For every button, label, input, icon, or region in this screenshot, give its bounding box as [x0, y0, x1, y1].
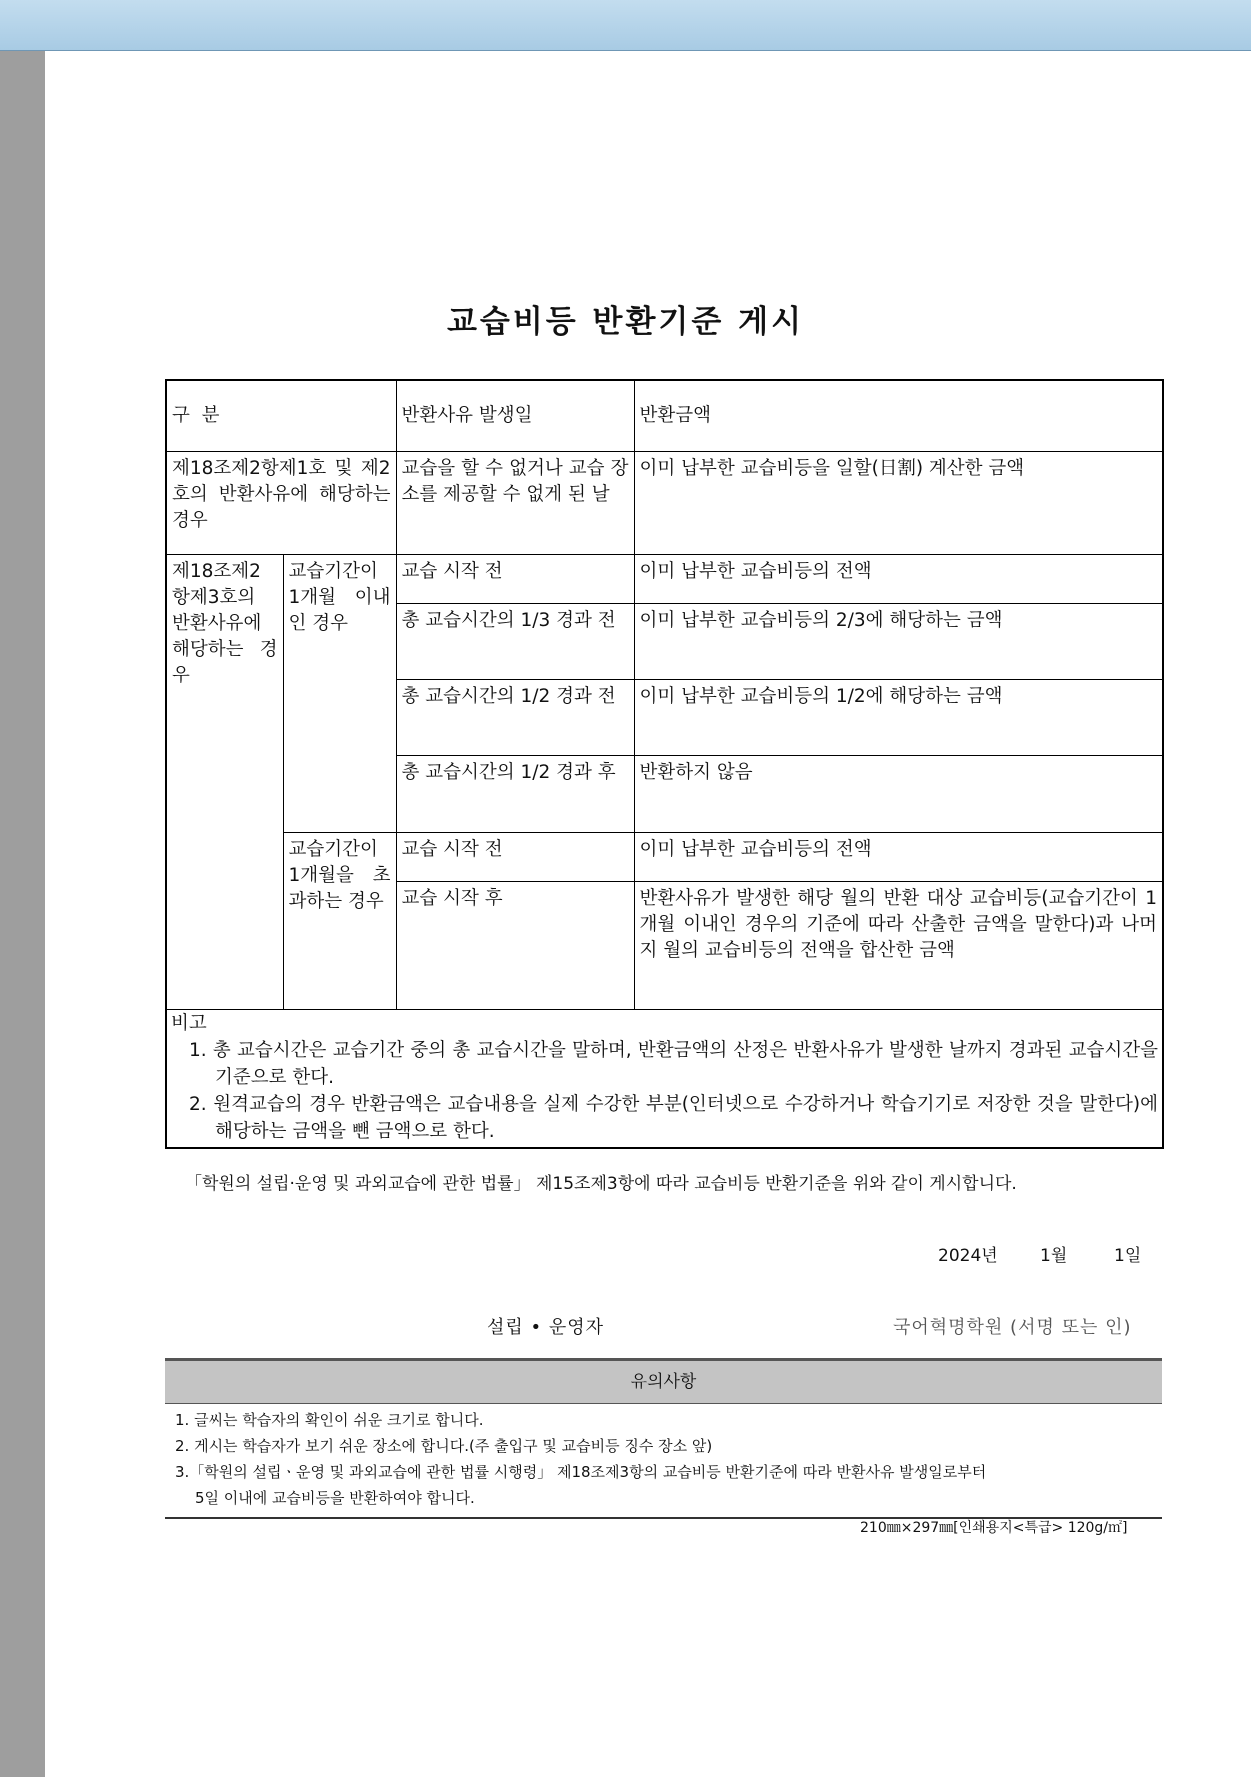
row1-amount: 이미 납부한 교습비등을 일할(日割) 계산한 금액 — [634, 452, 1163, 555]
note-item-2: 2. 원격교습의 경우 반환금액은 교습내용을 실제 수강한 부분(인터넷으로 수강하거나 학습기기로 저장한 것을 말한다)에 해당하는 금액을 뺀 금액으로 한다. — [189, 1094, 1159, 1142]
notes-row — [166, 1010, 1163, 1149]
row1-category: 제18조제2항제1호 및 제2호의 반환사유에 해당하는 경우 — [166, 452, 396, 555]
signature-label: 설립 • 운영자 — [487, 1317, 605, 1338]
table-header-row — [166, 380, 1163, 452]
header-category: 구 분 — [166, 380, 396, 452]
notice-item-1: 1. 글씨는 학습자의 확인이 쉬운 크기로 합니다. — [175, 1411, 484, 1429]
note-item-1: 1. 총 교습시간은 교습기간 중의 총 교습시간을 말하며, 반환금액의 산정은 반환사유가 발생한 날까지 경과된 교습시간을 기준으로 한다. — [189, 1040, 1159, 1088]
table-row — [166, 452, 1163, 555]
group-a-occurrence-1: 교습 시작 전 — [396, 555, 634, 604]
notice-box — [165, 1358, 1162, 1519]
document-title: 교습비등 반환기준 게시 — [446, 304, 805, 340]
group-a-amount-1: 이미 납부한 교습비등의 전액 — [634, 555, 1163, 604]
row2-category: 제18조제2항제3호의 반환사유에 해당하는 경우 — [166, 555, 283, 1010]
group-a-label: 교습기간이 1개월 이내인 경우 — [283, 555, 396, 833]
group-a-amount-4: 반환하지 않음 — [634, 756, 1163, 833]
notice-body — [165, 1404, 1162, 1517]
group-a-occurrence-2: 총 교습시간의 1/3 경과 전 — [396, 604, 634, 680]
group-b-label: 교습기간이 1개월을 초과하는 경우 — [283, 833, 396, 1010]
window-title-bar — [0, 0, 1251, 51]
notes-label: 비고 — [171, 1013, 207, 1034]
group-a-amount-3: 이미 납부한 교습비등의 1/2에 해당하는 금액 — [634, 680, 1163, 756]
notice-item-2: 2. 게시는 학습자가 보기 쉬운 장소에 합니다.(주 출입구 및 교습비등 징수 장소 앞) — [175, 1437, 713, 1455]
table-row — [166, 833, 1163, 882]
header-refund-amount: 반환금액 — [634, 380, 1163, 452]
notice-item-3-continued: 5일 이내에 교습비등을 반환하여야 합니다. — [195, 1489, 475, 1507]
group-b-occurrence-1: 교습 시작 전 — [396, 833, 634, 882]
group-a-occurrence-4: 총 교습시간의 1/2 경과 후 — [396, 756, 634, 833]
group-b-amount-2: 반환사유가 발생한 해당 월의 반환 대상 교습비등(교습기간이 1개월 이내인 경우의 기준에 따라 산출한 금액을 말한다)과 나머지 월의 교습비등의 전액을 합산한 금액 — [634, 882, 1163, 1010]
date-year: 2024년 — [938, 1246, 998, 1266]
header-occurrence-date: 반환사유 발생일 — [396, 380, 634, 452]
date-day: 1일 — [1114, 1246, 1142, 1266]
group-b-occurrence-2: 교습 시작 후 — [396, 882, 634, 1010]
group-a-amount-2: 이미 납부한 교습비등의 2/3에 해당하는 금액 — [634, 604, 1163, 680]
notice-item-3: 3.「학원의 설립ㆍ운영 및 과외교습에 관한 법률 시행령」 제18조제3항의 교습비등 반환기준에 따라 반환사유 발생일로부터 — [175, 1463, 987, 1481]
date-month: 1월 — [1040, 1246, 1068, 1266]
refund-criteria-table — [165, 379, 1164, 1149]
table-row — [166, 555, 1163, 604]
notice-title: 유의사항 — [165, 1361, 1162, 1404]
notes-cell — [166, 1010, 1163, 1149]
declaration-text: 「학원의 설립·운영 및 과외교습에 관한 법률」 제15조제3항에 따라 교습비등 반환기준을 위와 같이 게시합니다. — [185, 1174, 1017, 1194]
paper-spec: 210㎜×297㎜[인쇄용지<특급> 120g/㎡] — [860, 1520, 1128, 1536]
signature-name: 국어혁명학원 (서명 또는 인) — [893, 1317, 1132, 1338]
group-b-amount-1: 이미 납부한 교습비등의 전액 — [634, 833, 1163, 882]
group-a-occurrence-3: 총 교습시간의 1/2 경과 전 — [396, 680, 634, 756]
row1-occurrence: 교습을 할 수 없거나 교습 장소를 제공할 수 없게 된 날 — [396, 452, 634, 555]
